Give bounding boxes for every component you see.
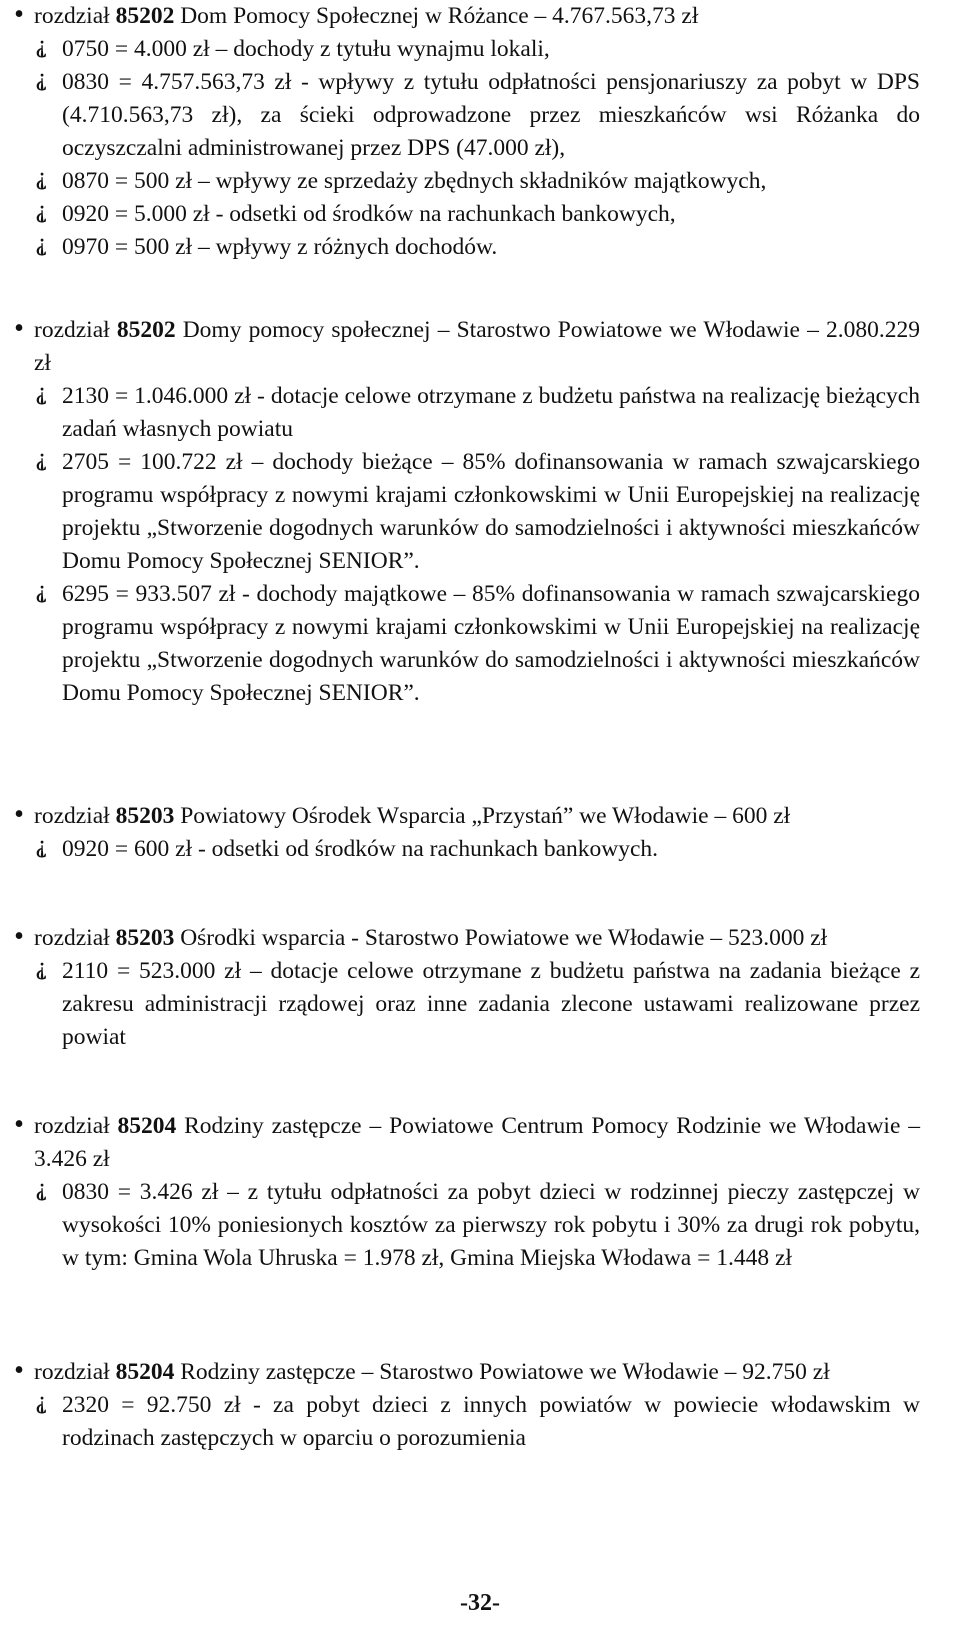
- section-85203-starostwo: [0, 922, 960, 1054]
- arrow-bullet-icon: ⸘: [35, 955, 47, 980]
- section-heading: rozdział 85202 Dom Pomocy Społecznej w Różance – 4.767.563,73 zł: [34, 3, 699, 29]
- item-text: 0750 = 4.000 zł – dochody z tytułu wynajmu lokali,: [62, 36, 550, 62]
- list-item: [0, 198, 960, 231]
- arrow-bullet-icon: ⸘: [35, 380, 47, 405]
- section-heading: rozdział 85203 Powiatowy Ośrodek Wsparcia „Przystań” we Włodawie – 600 zł: [34, 803, 791, 829]
- item-text: 0920 = 5.000 zł - odsetki od środków na rachunkach bankowych,: [62, 201, 676, 227]
- list-item: [0, 578, 960, 710]
- item-text: 0870 = 500 zł – wpływy ze sprzedaży zbędnych składników majątkowych,: [62, 168, 767, 194]
- list-item: [0, 1389, 960, 1455]
- section-85204-starostwo: [0, 1356, 960, 1455]
- list-item: [0, 380, 960, 446]
- item-text: 0920 = 600 zł - odsetki od środków na rachunkach bankowych.: [62, 836, 659, 862]
- list-item: [0, 33, 960, 66]
- section-heading: rozdział 85203 Ośrodki wsparcia - Starostwo Powiatowe we Włodawie – 523.000 zł: [34, 925, 828, 951]
- bullet-icon: •: [14, 1109, 24, 1140]
- item-text: 0830 = 3.426 zł – z tytułu odpłatności za pobyt dzieci w rodzinnej pieczy zastępczej w wysokości 10% poniesionych kosztów za pierwszy rok pobytu i 30% za drugi rok pobytu, w tym: Gmina Wola Uhruska = 1.978 zł, Gmina Miejska Włodawa = 1.448 zł: [62, 1179, 920, 1271]
- arrow-bullet-icon: ⸘: [35, 66, 47, 91]
- section-heading: rozdział 85204 Rodziny zastępcze – Powiatowe Centrum Pomocy Rodzinie we Włodawie – 3.426 zł: [34, 1113, 920, 1172]
- list-item: [0, 446, 960, 578]
- arrow-bullet-icon: ⸘: [35, 833, 47, 858]
- bullet-icon: •: [14, 799, 24, 830]
- arrow-bullet-icon: ⸘: [35, 1389, 47, 1414]
- arrow-bullet-icon: ⸘: [35, 578, 47, 603]
- item-text: 6295 = 933.507 zł - dochody majątkowe – 85% dofinansowania w ramach szwajcarskiego programu współpracy z nowymi krajami członkowskimi w Unii Europejskiej na realizację projektu „Stworzenie dogodnych warunków do samodzielności i aktywności mieszkańców Domu Pomocy Społecznej SENIOR”.: [62, 581, 920, 706]
- arrow-bullet-icon: ⸘: [35, 1176, 47, 1201]
- section-85202-starostwo: [0, 314, 960, 710]
- list-item: [0, 231, 960, 264]
- section-85202-rozanka: [0, 0, 960, 264]
- item-text: 2110 = 523.000 zł – dotacje celowe otrzymane z budżetu państwa na zadania bieżące z zakresu administracji rządowej oraz inne zadania zlecone ustawami realizowane przez powiat: [62, 958, 920, 1050]
- page-number: -32-: [460, 1590, 500, 1616]
- section-85203-przystan: [0, 800, 960, 866]
- item-text: 2705 = 100.722 zł – dochody bieżące – 85% dofinansowania w ramach szwajcarskiego programu współpracy z nowymi krajami członkowskimi w Unii Europejskiej na realizację projektu „Stworzenie dogodnych warunków do samodzielności i aktywności mieszkańców Domu Pomocy Społecznej SENIOR”.: [62, 449, 920, 574]
- arrow-bullet-icon: ⸘: [35, 198, 47, 223]
- list-item: [0, 955, 960, 1054]
- arrow-bullet-icon: ⸘: [35, 33, 47, 58]
- item-text: 0970 = 500 zł – wpływy z różnych dochodów.: [62, 234, 498, 260]
- bullet-icon: •: [14, 1355, 24, 1386]
- section-heading: rozdział 85202 Domy pomocy społecznej – Starostwo Powiatowe we Włodawie – 2.080.229 zł: [34, 317, 920, 376]
- section-heading: rozdział 85204 Rodziny zastępcze – Starostwo Powiatowe we Włodawie – 92.750 zł: [34, 1359, 830, 1385]
- item-text: 2320 = 92.750 zł - za pobyt dzieci z innych powiatów w powiecie włodawskim w rodzinach zastępczych w oparciu o porozumienia: [62, 1392, 920, 1451]
- list-item: [0, 66, 960, 165]
- list-item: [0, 165, 960, 198]
- item-text: 0830 = 4.757.563,73 zł - wpływy z tytułu odpłatności pensjonariuszy za pobyt w DPS (4.710.563,73 zł), za ścieki odprowadzone przez mieszkańców wsi Różanka do oczyszczalni administrowanej przez DPS (47.000 zł),: [62, 69, 920, 161]
- bullet-icon: •: [14, 921, 24, 952]
- section-85204-pcpr: [0, 1110, 960, 1275]
- item-text: 2130 = 1.046.000 zł - dotacje celowe otrzymane z budżetu państwa na realizację bieżących zadań własnych powiatu: [62, 383, 920, 442]
- bullet-icon: •: [14, 313, 24, 344]
- arrow-bullet-icon: ⸘: [35, 231, 47, 256]
- bullet-icon: •: [14, 0, 24, 30]
- list-item: [0, 1176, 960, 1275]
- list-item: [0, 833, 960, 866]
- arrow-bullet-icon: ⸘: [35, 165, 47, 190]
- arrow-bullet-icon: ⸘: [35, 446, 47, 471]
